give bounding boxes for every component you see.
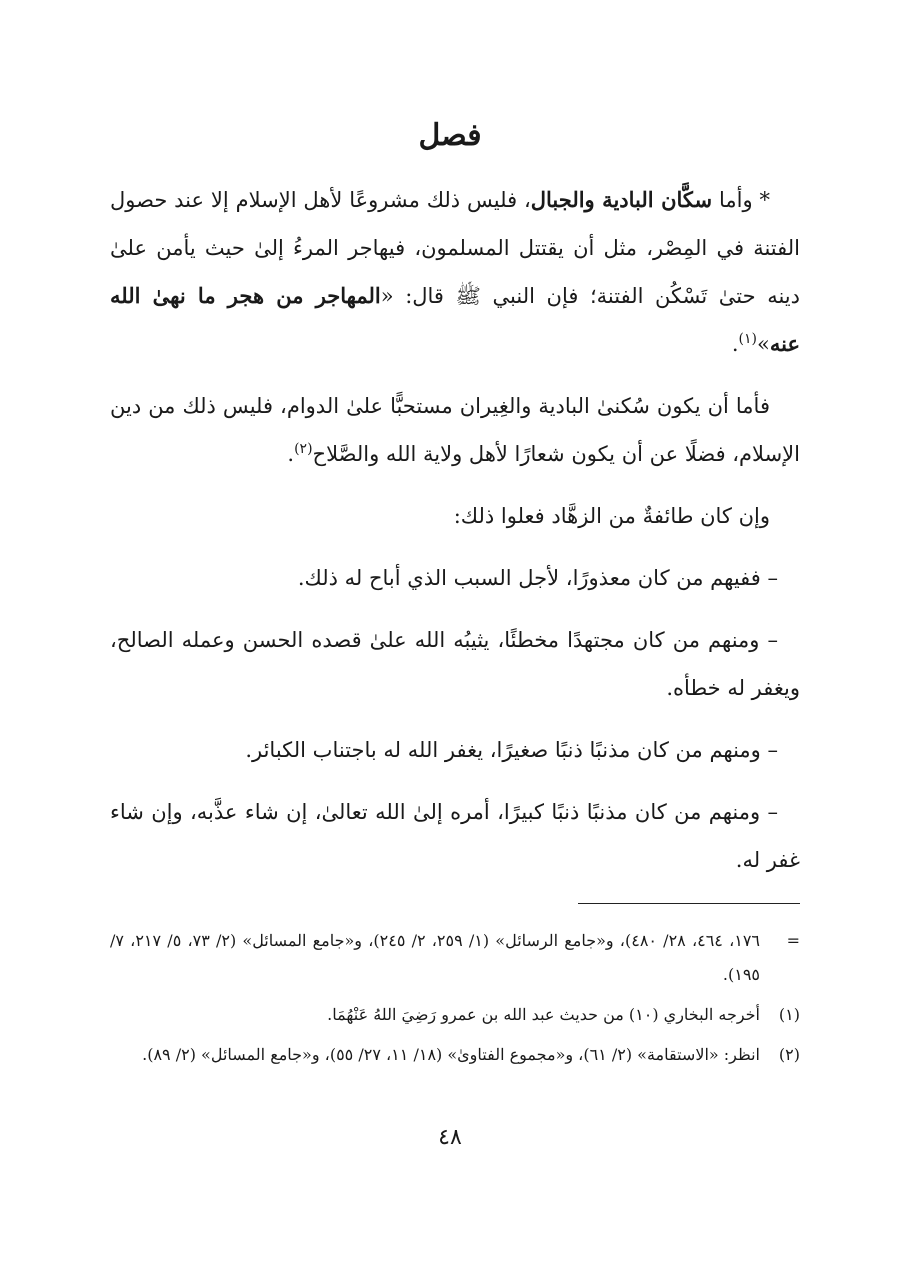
paragraph-2-end: . <box>287 442 295 466</box>
paragraph-2 <box>110 382 800 478</box>
footnote-mark: (٢) <box>778 1045 800 1064</box>
main-text <box>110 176 800 898</box>
footnote-text: انظر: «الاستقامة» (٢/ ٦١)، و«مجموع الفتاوىٰ» (١٨/ ١١، ٢٧/ ٥٥)، و«جامع المسائل» (٢/ ٨٩). <box>142 1045 760 1064</box>
footnote-ref-2[interactable]: (٢) <box>294 441 313 457</box>
paragraph-2-text: فأما أن يكون سُكنىٰ البادية والغِيران مستحبًّا علىٰ الدوام، فليس ذلك من دين الإسلام، فضلًا عن أن يكون شعارًا لأهل ولاية الله والصَّلاح <box>110 394 800 466</box>
section-title: فصل <box>418 118 482 153</box>
page-number: ٤٨ <box>438 1125 462 1150</box>
footnote-mark: = <box>786 931 800 950</box>
paragraph-1-text: ، فليس ذلك مشروعًا لأهل الإسلام إلا عند حصول الفتنة في المِصْر، مثل أن يقتتل المسلمون، فيهاجر المرءُ إلىٰ حيث يأمن علىٰ دينه حتىٰ تَسْكُن الفتنة؛ فإن النبي ﷺ قال: « <box>110 188 800 308</box>
quote-close: » <box>757 332 770 356</box>
star-marker: * <box>759 188 770 212</box>
paragraph-1-lead: وأما <box>719 188 753 212</box>
paragraph-1-bold-phrase: سكَّان البادية والجبال <box>530 187 713 212</box>
list-item-4: – ومنهم من كان مذنبًا ذنبًا كبيرًا، أمره إلىٰ الله تعالىٰ، إن شاء عذَّبه، وإن شاء غفر له. <box>110 800 800 872</box>
footnote-mark: (١) <box>778 1005 800 1024</box>
footnote-ref-1[interactable]: (١) <box>738 331 757 347</box>
list-item-3: – ومنهم من كان مذنبًا ذنبًا صغيرًا، يغفر الله له باجتناب الكبائر. <box>245 738 778 762</box>
footnote-divider <box>578 903 800 904</box>
footnote-1 <box>110 998 800 1032</box>
list-item-2: – ومنهم من كان مجتهدًا مخطئًا، يثيبُه الله علىٰ قصده الحسن وعمله الصالح، ويغفر له خطأه. <box>110 628 800 700</box>
footnotes <box>110 924 800 1078</box>
footnote-2 <box>110 1038 800 1072</box>
paragraph-3: وإن كان طائفةٌ من الزهَّاد فعلوا ذلك: <box>453 504 770 528</box>
list-item-1: – ففيهم من كان معذورًا، لأجل السبب الذي أباح له ذلك. <box>297 566 778 590</box>
footnote-text: أخرجه البخاري (١٠) من حديث عبد الله بن عمرو رَضِيَ اللهُ عَنْهُمَا. <box>327 1005 760 1024</box>
hadith-quote: المهاجر من هجر ما نهىٰ الله عنه <box>110 283 800 356</box>
footnote-continuation <box>110 924 800 992</box>
footnote-text: ١٧٦، ٤٦٤، ٢٨/ ٤٨٠)، و«جامع الرسائل» (١/ ٢٥٩، ٢/ ٢٤٥)، و«جامع المسائل» (٢/ ٧٣، ٥/ ٢١٧، ٧/ ١٩٥). <box>110 931 761 984</box>
paragraph-1 <box>110 176 800 368</box>
paragraph-1-end: . <box>731 332 739 356</box>
